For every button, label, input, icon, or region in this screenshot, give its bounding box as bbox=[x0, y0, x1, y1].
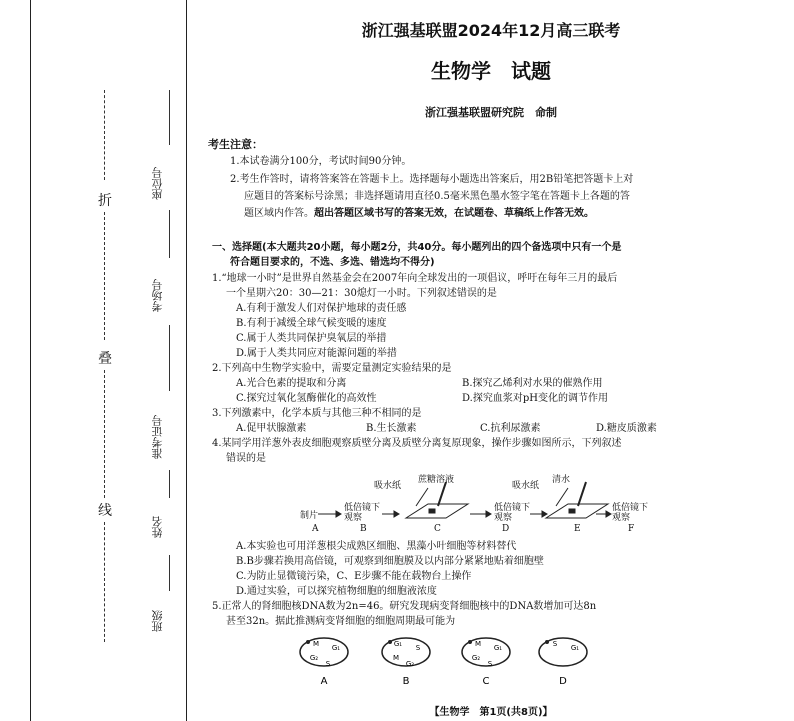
notice-item-2a: 2.考生作答时，请将答案答在答题卡上。选择题每小题选出答案后，用2B铅笔把答题卡上对 bbox=[230, 174, 634, 185]
cycle-start-dot bbox=[388, 640, 392, 644]
cycle-phase-label: G₁ bbox=[493, 644, 503, 652]
q5-stem-2: 甚至32n。据此推测病变肾细胞的细胞周期最可能为 bbox=[226, 616, 456, 627]
ticket-number-line bbox=[169, 325, 170, 391]
cycle-option-label: C bbox=[482, 676, 490, 687]
cycle-phase-label: M bbox=[392, 654, 400, 662]
binding-strip bbox=[0, 0, 187, 721]
q1-option-c: C.属于人类共同保护臭氧层的举措 bbox=[236, 333, 387, 344]
q1-option-a: A.有利于激发人们对保护地球的责任感 bbox=[236, 303, 407, 314]
exam-room-line bbox=[169, 210, 170, 258]
q1-stem-2: 一个星期六20：30—21：30熄灯一小时。下列叙述错误的是 bbox=[226, 288, 497, 299]
slide-e bbox=[546, 504, 608, 518]
arrow-head bbox=[542, 511, 547, 517]
fig-label-obs-1: 低倍镜下观察 bbox=[344, 503, 381, 523]
fig-letter-f: F bbox=[628, 524, 635, 534]
author-line: 浙江强基联盟研究院 命制 bbox=[425, 106, 557, 119]
cycle-start-dot bbox=[545, 640, 549, 644]
fold-dash bbox=[104, 522, 105, 642]
fig-letter-b: B bbox=[360, 524, 367, 534]
q4-option-c: C.为防止显微镜污染，C、E步骤不能在载物台上操作 bbox=[236, 571, 472, 582]
section-heading-1: 一、选择题(本大题共20小题，每小题2分，共40分。每小题列出的四个备选项中只有一个是 bbox=[212, 242, 622, 253]
q3-option-c: C.抗利尿激素 bbox=[480, 423, 541, 434]
fig-label-sucrose: 蔗糖溶液 bbox=[418, 475, 455, 485]
q4-stem-2: 错误的是 bbox=[226, 453, 266, 464]
cycle-option-label: D bbox=[559, 676, 567, 687]
binding-border-right bbox=[186, 0, 187, 721]
fig-label-make: 制片 bbox=[300, 511, 319, 521]
q5-stem-1: 5.正常人的肾细胞核DNA数为2n=46。研究发现病变肾细胞核中的DNA数增加可达8n bbox=[212, 601, 597, 612]
q4-option-d: D.通过实验，可以探究植物细胞的细胞液浓度 bbox=[236, 586, 437, 597]
fig-letter-d: D bbox=[502, 524, 510, 534]
notice-item-2b: 应题目的答案标号涂黑；非选择题请用直径0.5毫米黑色墨水签字笔在答题卡上各题的答 bbox=[244, 191, 630, 202]
q3-stem: 3.下列激素中，化学本质与其他三种不相同的是 bbox=[212, 408, 422, 419]
fig-letter-e: E bbox=[574, 524, 581, 534]
q1-option-d: D.属于人类共同应对能源问题的举措 bbox=[236, 348, 397, 359]
q3-option-b: B.生长激素 bbox=[366, 423, 417, 434]
cycle-option-label: A bbox=[320, 676, 328, 687]
coverslip-e bbox=[569, 509, 575, 513]
binding-border-left bbox=[30, 0, 31, 721]
q2-option-b: B.探究乙烯利对水果的催熟作用 bbox=[462, 378, 603, 389]
coverslip-c bbox=[429, 509, 435, 513]
subject-title: 生物学 试题 bbox=[431, 59, 551, 83]
notice-warning: 超出答题区域书写的答案无效，在试题卷、草稿纸上作答无效。 bbox=[314, 208, 594, 219]
arrow-head bbox=[336, 511, 341, 517]
fold-dash bbox=[104, 212, 105, 340]
fold-char: 线 bbox=[98, 503, 112, 519]
blot-paper-e bbox=[556, 488, 568, 506]
cycle-phase-label: M bbox=[474, 640, 482, 648]
seat-number-label: 座位号 bbox=[151, 167, 164, 200]
cycle-phase-label: G₂ bbox=[405, 660, 415, 668]
q4-option-a: A.本实验也可用洋葱根尖成熟区细胞、黑藻小叶细胞等材料替代 bbox=[236, 541, 517, 552]
q2-option-c: C.探究过氧化氢酶催化的高效性 bbox=[236, 393, 377, 404]
exam-title: 浙江强基联盟2024年12月高三联考 bbox=[361, 21, 621, 40]
name-line bbox=[169, 470, 170, 498]
q4-stem-1: 4.某同学用洋葱外表皮细胞观察质壁分离及质壁分离复原现象，操作步骤如图所示，下列叙述 bbox=[212, 438, 622, 449]
cycle-phase-label: M bbox=[312, 640, 320, 648]
notice-item-2c: 题区域内作答。超出答题区域书写的答案无效，在试题卷、草稿纸上作答无效。 bbox=[244, 208, 594, 219]
q3-option-a: A.促甲状腺激素 bbox=[236, 423, 307, 434]
fig-label-blot-1: 吸水纸 bbox=[374, 481, 402, 491]
section-heading-2: 符合题目要求的，不选、多选、错选均不得分) bbox=[230, 257, 435, 268]
fig-label-obs-3: 低倍镜下观察 bbox=[612, 503, 649, 523]
cycle-phase-label: G₁ bbox=[393, 640, 403, 648]
page-footer: 【生物学 第1页(共8页)】 bbox=[429, 707, 553, 718]
cycle-phase-label: S bbox=[552, 640, 558, 648]
q4-option-b: B.B步骤若换用高倍镜，可观察到细胞膜及以内部分紧紧地贴着细胞壁 bbox=[236, 556, 544, 567]
cycle-phase-label: S bbox=[487, 660, 493, 668]
q2-option-a: A.光合色素的提取和分离 bbox=[236, 378, 347, 389]
fold-dash bbox=[104, 90, 105, 180]
fold-char: 折 bbox=[98, 193, 112, 209]
fold-char: 叠 bbox=[98, 351, 112, 367]
q1-option-b: B.有利于减缓全球气候变暖的速度 bbox=[236, 318, 387, 329]
class-label: 班级 bbox=[151, 610, 164, 632]
dropper-e bbox=[578, 482, 586, 506]
q5-cycle-diagrams bbox=[196, 628, 786, 698]
cycle-phase-label: G₁ bbox=[331, 644, 341, 652]
fold-dash bbox=[104, 370, 105, 498]
notice-title: 考生注意： bbox=[208, 138, 263, 151]
fig-label-blot-2: 吸水纸 bbox=[512, 481, 540, 491]
cycle-option-label: B bbox=[402, 676, 410, 687]
notice-item-1: 1.本试卷满分100分，考试时间90分钟。 bbox=[230, 156, 412, 167]
name-label: 姓名 bbox=[151, 516, 164, 538]
cycle-phase-label: G₂ bbox=[471, 654, 481, 662]
cycle-start-dot bbox=[468, 640, 472, 644]
q3-option-d: D.糖皮质激素 bbox=[596, 423, 657, 434]
cycle-phase-label: S bbox=[415, 644, 421, 652]
q1-stem-1: 1.“地球一小时”是世界自然基金会在2007年向全球发出的一项倡议，呼吁在每年三月的最后 bbox=[212, 273, 618, 284]
fig-label-water: 清水 bbox=[552, 475, 571, 485]
arrow-head bbox=[486, 511, 491, 517]
q2-stem: 2.下列高中生物学实验中，需要定量测定实验结果的是 bbox=[212, 363, 452, 374]
exam-room-label: 考场号 bbox=[151, 279, 164, 312]
fig-letter-c: C bbox=[434, 524, 441, 534]
seat-number-line bbox=[169, 90, 170, 145]
fig-label-obs-2: 低倍镜下观察 bbox=[494, 503, 531, 523]
cycle-phase-label: G₁ bbox=[570, 644, 580, 652]
class-line bbox=[169, 555, 170, 591]
cycle-start-dot bbox=[306, 640, 310, 644]
arrow-head bbox=[606, 511, 611, 517]
slide-c bbox=[406, 504, 468, 518]
dropper-c bbox=[438, 482, 446, 506]
q2-option-d: D.探究血浆对pH变化的调节作用 bbox=[462, 393, 608, 404]
arrow-head bbox=[394, 511, 399, 517]
fig-letter-a: A bbox=[312, 524, 319, 534]
cycle-phase-label: S bbox=[325, 660, 331, 668]
blot-paper-c bbox=[416, 488, 428, 506]
cycle-phase-label: G₂ bbox=[309, 654, 319, 662]
ticket-number-label: 准考证号 bbox=[151, 415, 164, 459]
exam-page bbox=[196, 0, 786, 721]
